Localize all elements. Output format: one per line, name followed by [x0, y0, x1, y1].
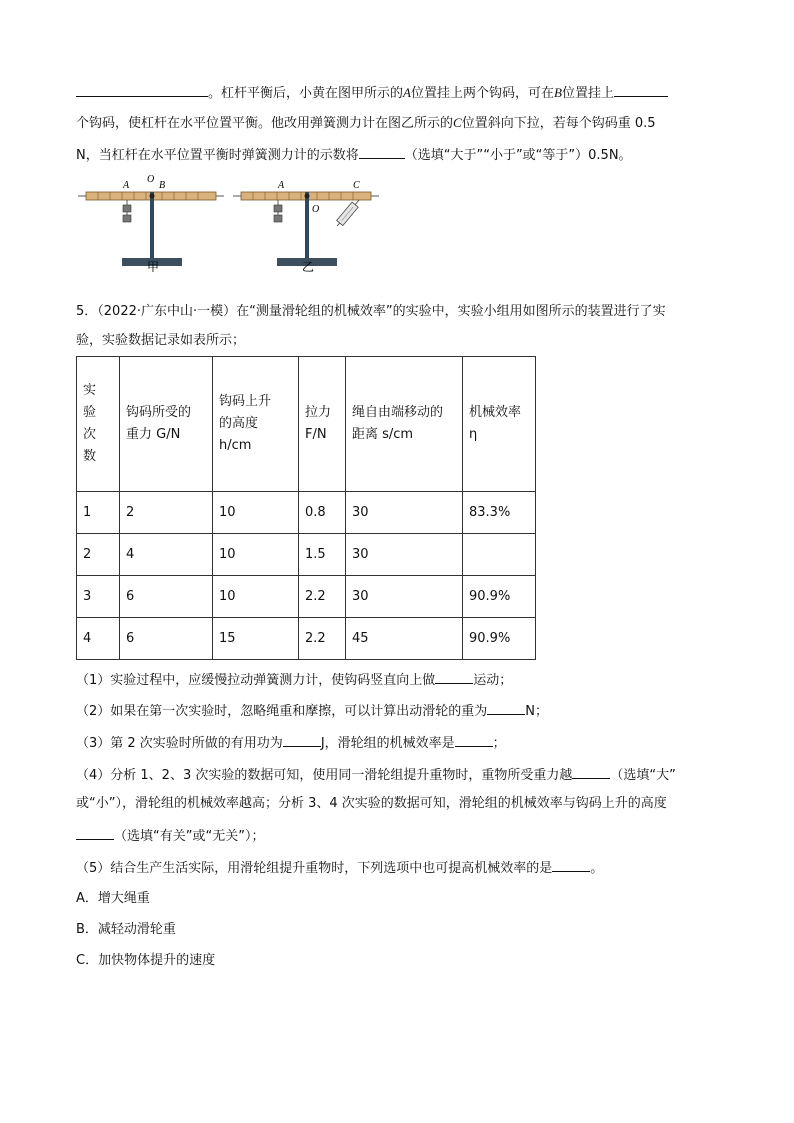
- caption-jia: 甲: [147, 260, 160, 272]
- sub-question-5: （5）结合生产生活实际，用滑轮组提升重物时，下列选项中也可提高机械效率的是 。: [76, 857, 603, 879]
- q4-line-2: 个钩码，使杠杆在水平位置平衡。他改用弹簧测力计在图乙所示的C位置斜向下拉，若每个钩码重 0.5: [76, 115, 656, 131]
- label-C: C: [353, 180, 360, 191]
- lever-figures: [78, 172, 388, 272]
- header-cell: 绳自由端移动的 距离 s/cm: [346, 357, 463, 492]
- spring-scale: [334, 197, 362, 228]
- lever-figure-yi: [233, 180, 379, 272]
- lever-stand: [150, 192, 154, 262]
- caption-yi: 乙: [302, 260, 315, 272]
- label-A: A: [278, 180, 285, 191]
- option-a[interactable]: A．增大绳重: [76, 891, 150, 906]
- answer-blank[interactable]: [487, 700, 525, 715]
- answer-blank[interactable]: [283, 732, 321, 747]
- sub-question-4: （4）分析 1、2、3 次实验的数据可知，使用同一滑轮组提升重物时，重物所受重力越 （选填“大”: [76, 764, 676, 786]
- sub-question-1: （1）实验过程中，应缓慢拉动弹簧测力计，使钩码竖直向上做 运动；: [76, 669, 512, 691]
- hook-weight: [274, 215, 282, 222]
- hook-weight: [123, 215, 131, 222]
- hook-weight: [123, 205, 131, 212]
- table-row: 4 6 15 2.2 45 90.9%: [77, 618, 536, 660]
- label-B: B: [159, 180, 166, 191]
- table-header-row: [77, 357, 536, 492]
- experiment-table: [76, 356, 536, 660]
- answer-blank[interactable]: [359, 144, 405, 159]
- answer-blank[interactable]: [455, 732, 493, 747]
- answer-blank[interactable]: [435, 669, 473, 684]
- option-c[interactable]: C．加快物体提升的速度: [76, 953, 216, 968]
- table-row: 2 4 10 1.5 30: [77, 534, 536, 576]
- lever-stand: [305, 192, 309, 262]
- hook-weight: [274, 205, 282, 212]
- sub-question-4-line-2: 或“小”），滑轮组的机械效率越高；分析 3、4 次实验的数据可知，滑轮组的机械效率与钩码上升的高度: [76, 796, 667, 811]
- answer-blank[interactable]: [572, 764, 610, 779]
- header-cell: 钩码所受的 重力 G/N: [120, 357, 213, 492]
- sub-question-3: （3）第 2 次实验时所做的有用功为 J，滑轮组的机械效率是 ；: [76, 732, 506, 754]
- header-cell: 拉力 F/N: [299, 357, 346, 492]
- q5-intro-line-2: 验，实验数据记录如表所示；: [76, 333, 246, 348]
- header-cell: 机械效率 η: [463, 357, 536, 492]
- q4-line-3: N，当杠杆在水平位置平衡时弹簧测力计的示数将 （选填“大于”“小于”或“等于”）0.5N。: [76, 144, 632, 166]
- table-row: 1 2 10 0.8 30 83.3%: [77, 492, 536, 534]
- label-O: O: [312, 204, 320, 215]
- q4-line-1: 。杠杆平衡后，小黄在图甲所示的A位置挂上两个钩码，可在B位置挂上: [76, 82, 668, 104]
- label-A: A: [123, 180, 130, 191]
- lever-figure-jia: [78, 174, 224, 272]
- label-O: O: [147, 174, 155, 185]
- sub-question-2: （2）如果在第一次实验时，忽略绳重和摩擦，可以计算出动滑轮的重为 N；: [76, 700, 548, 722]
- option-b[interactable]: B．减轻动滑轮重: [76, 922, 176, 937]
- answer-blank[interactable]: [76, 825, 114, 840]
- table-row: 3 6 10 2.2 30 90.9%: [77, 576, 536, 618]
- header-cell: 实 验 次 数: [77, 357, 120, 492]
- header-cell: 钩码上升 的高度 h/cm: [213, 357, 299, 492]
- sub-question-4-line-3: （选填“有关”或“无关”）；: [76, 825, 264, 847]
- answer-blank[interactable]: [76, 82, 208, 97]
- answer-blank[interactable]: [552, 857, 590, 872]
- answer-blank[interactable]: [614, 82, 668, 97]
- q5-intro-line-1: 5．（2022·广东中山·一模）在“测量滑轮组的机械效率”的实验中，实验小组用如图所示的装置进行了实: [76, 304, 666, 319]
